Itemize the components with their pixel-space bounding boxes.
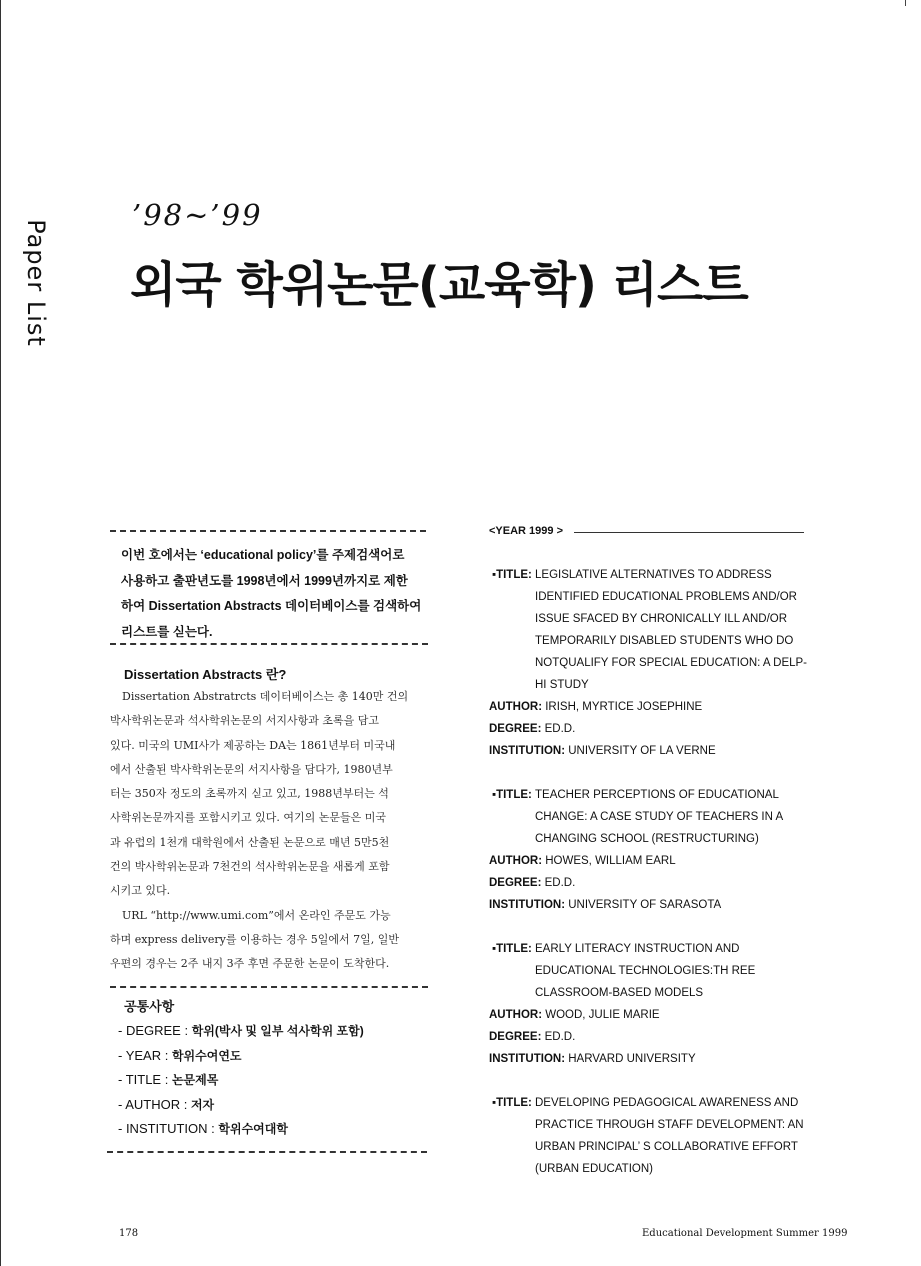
institution-value: UNIVERSITY OF LA VERNE: [568, 745, 716, 757]
title-line: TEACHER PERCEPTIONS OF EDUCATIONAL: [535, 789, 779, 801]
footer: Educational Development Summer 1999: [642, 1228, 848, 1239]
da-line: URL “http://www.umi.com”에서 온라인 주문도 가능: [122, 908, 391, 922]
dissertation-entry: [489, 564, 819, 762]
year-header: <YEAR 1999 >: [489, 525, 563, 537]
divider: [110, 986, 428, 988]
year-range: ’98∼’99: [132, 198, 263, 232]
da-line: 시키고 있다.: [110, 884, 171, 898]
author-value: WOOD, JULIE MARIE: [545, 1009, 660, 1021]
entry-degree: [489, 718, 819, 740]
common-item-key: - DEGREE :: [118, 1023, 192, 1038]
institution-label: INSTITUTION:: [489, 1053, 566, 1065]
common-item-value: 저자: [190, 1097, 215, 1112]
da-line: 우편의 경우는 2주 내지 3주 후면 주문한 논문이 도착한다.: [110, 957, 390, 971]
common-heading: 공통사항: [124, 999, 175, 1014]
title-text: [489, 784, 819, 850]
common-item: [118, 1068, 364, 1093]
common-item: [118, 1044, 364, 1069]
da-line: 하며 express delivery를 이용하는 경우 5일에서 7일, 일반: [110, 932, 399, 946]
common-item-key: - YEAR :: [118, 1047, 172, 1063]
crop-mark: [905, 0, 906, 6]
divider: [110, 530, 426, 532]
institution-label: INSTITUTION:: [489, 899, 566, 911]
entry-institution: [489, 894, 819, 916]
common-list: [118, 1019, 364, 1142]
title-line: IDENTIFIED EDUCATIONAL PROBLEMS AND/OR: [535, 591, 797, 603]
divider: [110, 643, 428, 645]
title-text: [489, 1092, 819, 1180]
da-line: 사학위논문까지를 포함시키고 있다. 여기의 논문들은 미국: [110, 811, 387, 825]
entry-degree: [489, 1026, 819, 1048]
title-line: DEVELOPING PEDAGOGICAL AWARENESS AND: [535, 1097, 799, 1109]
author-label: AUTHOR:: [489, 701, 543, 713]
da-line: 있다. 미국의 UMI사가 제공하는 DA는 1861년부터 미국내: [110, 738, 396, 752]
intro-line: 사용하고 출판년도를 1998년에서 1999년까지로 제한: [121, 573, 408, 588]
title-label: ▪TITLE:: [492, 943, 532, 955]
entry-title: [489, 564, 819, 696]
common-item-value: 학위수여연도: [171, 1048, 242, 1063]
title-line: CHANGE: A CASE STUDY OF TEACHERS IN A: [535, 811, 784, 823]
common-item-key: - INSTITUTION :: [118, 1121, 219, 1136]
intro-text: [121, 543, 421, 645]
author-label: AUTHOR:: [489, 855, 543, 867]
entry-author: [489, 696, 819, 718]
title-line: EARLY LITERACY INSTRUCTION AND: [535, 943, 740, 955]
page-edge-rule: [0, 0, 1, 1266]
intro-line: 하여 Dissertation Abstracts 데이터베이스를 검색하여: [121, 599, 422, 613]
common-item-key: - AUTHOR :: [118, 1096, 191, 1112]
common-item-key: - TITLE :: [118, 1072, 172, 1087]
title-line: EDUCATIONAL TECHNOLOGIES:TH REE: [535, 965, 756, 977]
da-heading: Dissertation Abstracts 란?: [124, 667, 287, 682]
author-label: AUTHOR:: [489, 1009, 543, 1021]
title-label: ▪TITLE:: [492, 789, 532, 801]
da-line: 과 유럽의 1천개 대학원에서 산출된 논문으로 매년 5만5천: [110, 835, 390, 849]
divider: [107, 1151, 427, 1153]
year-header-rule: [574, 532, 804, 533]
common-item: [118, 1093, 364, 1118]
title-line: (URBAN EDUCATION): [535, 1163, 653, 1175]
da-line: Dissertation Abstratrcts 데이터베이스는 총 140만 건의: [122, 690, 409, 703]
common-item-value: 논문제목: [171, 1073, 219, 1087]
common-item-value: 학위(박사 및 일부 석사학위 포함): [191, 1024, 364, 1038]
author-value: HOWES, WILLIAM EARL: [545, 855, 676, 867]
title-line: LEGISLATIVE ALTERNATIVES TO ADDRESS: [535, 569, 772, 581]
title-label: ▪TITLE:: [492, 569, 532, 581]
title-label: ▪TITLE:: [492, 1097, 532, 1109]
institution-label: INSTITUTION:: [489, 745, 566, 757]
entry-degree: [489, 872, 819, 894]
title-line: URBAN PRINCIPAL’ S COLLABORATIVE EFFORT: [535, 1141, 798, 1153]
da-line: 에서 산출된 박사학위논문의 서지사항을 담다가, 1980년부: [110, 762, 393, 776]
entry-title: [489, 784, 819, 850]
title-line: HI STUDY: [535, 679, 589, 691]
intro-line: 이번 호에서는 ‘educational policy’를 주제검색어로: [121, 548, 405, 562]
degree-label: DEGREE:: [489, 877, 542, 889]
dissertation-entry: [489, 938, 819, 1070]
title-line: ISSUE SFACED BY CHRONICALLY ILL AND/OR: [535, 613, 788, 625]
entry-institution: [489, 1048, 819, 1070]
degree-label: DEGREE:: [489, 1031, 542, 1043]
degree-label: DEGREE:: [489, 723, 542, 735]
common-item: [118, 1117, 364, 1142]
dissertation-list: [489, 564, 819, 1202]
title-line: CHANGING SCHOOL (RESTRUCTURING): [535, 833, 759, 845]
dissertation-entry: [489, 1092, 819, 1180]
da-line: 건의 박사학위논문과 7천건의 석사학위논문을 새롭게 포함: [110, 860, 390, 874]
entry-author: [489, 850, 819, 872]
entry-title: [489, 938, 819, 1004]
degree-value: ED.D.: [544, 877, 576, 889]
entry-institution: [489, 740, 819, 762]
entry-title: [489, 1092, 819, 1180]
page-title: 외국 학위논문(교육학) 리스트: [130, 257, 748, 313]
title-line: TEMPORARILY DISABLED STUDENTS WHO DO: [535, 635, 794, 647]
title-line: NOTQUALIFY FOR SPECIAL EDUCATION: A DELP-: [535, 657, 808, 669]
intro-line: 리스트를 싣는다.: [121, 624, 213, 639]
page-number: 178: [119, 1228, 139, 1239]
title-line: PRACTICE THROUGH STAFF DEVELOPMENT: AN: [535, 1119, 804, 1131]
side-label: Paper List: [22, 219, 50, 347]
da-line: 터는 350자 정도의 초록까지 싣고 있고, 1988년부터는 석: [110, 787, 389, 801]
da-line: 박사학위논문과 석사학위논문의 서지사항과 초록을 담고: [110, 714, 380, 728]
common-item: [118, 1019, 364, 1044]
institution-value: UNIVERSITY OF SARASOTA: [568, 899, 722, 911]
degree-value: ED.D.: [544, 1031, 576, 1043]
entry-author: [489, 1004, 819, 1026]
da-description: [110, 685, 425, 977]
common-item-value: 학위수여대학: [218, 1122, 288, 1136]
title-line: CLASSROOM-BASED MODELS: [535, 987, 704, 999]
dissertation-entry: [489, 784, 819, 916]
author-value: IRISH, MYRTICE JOSEPHINE: [545, 701, 703, 713]
institution-value: HARVARD UNIVERSITY: [568, 1053, 696, 1065]
title-text: [489, 564, 819, 696]
degree-value: ED.D.: [544, 723, 576, 735]
title-text: [489, 938, 819, 1004]
